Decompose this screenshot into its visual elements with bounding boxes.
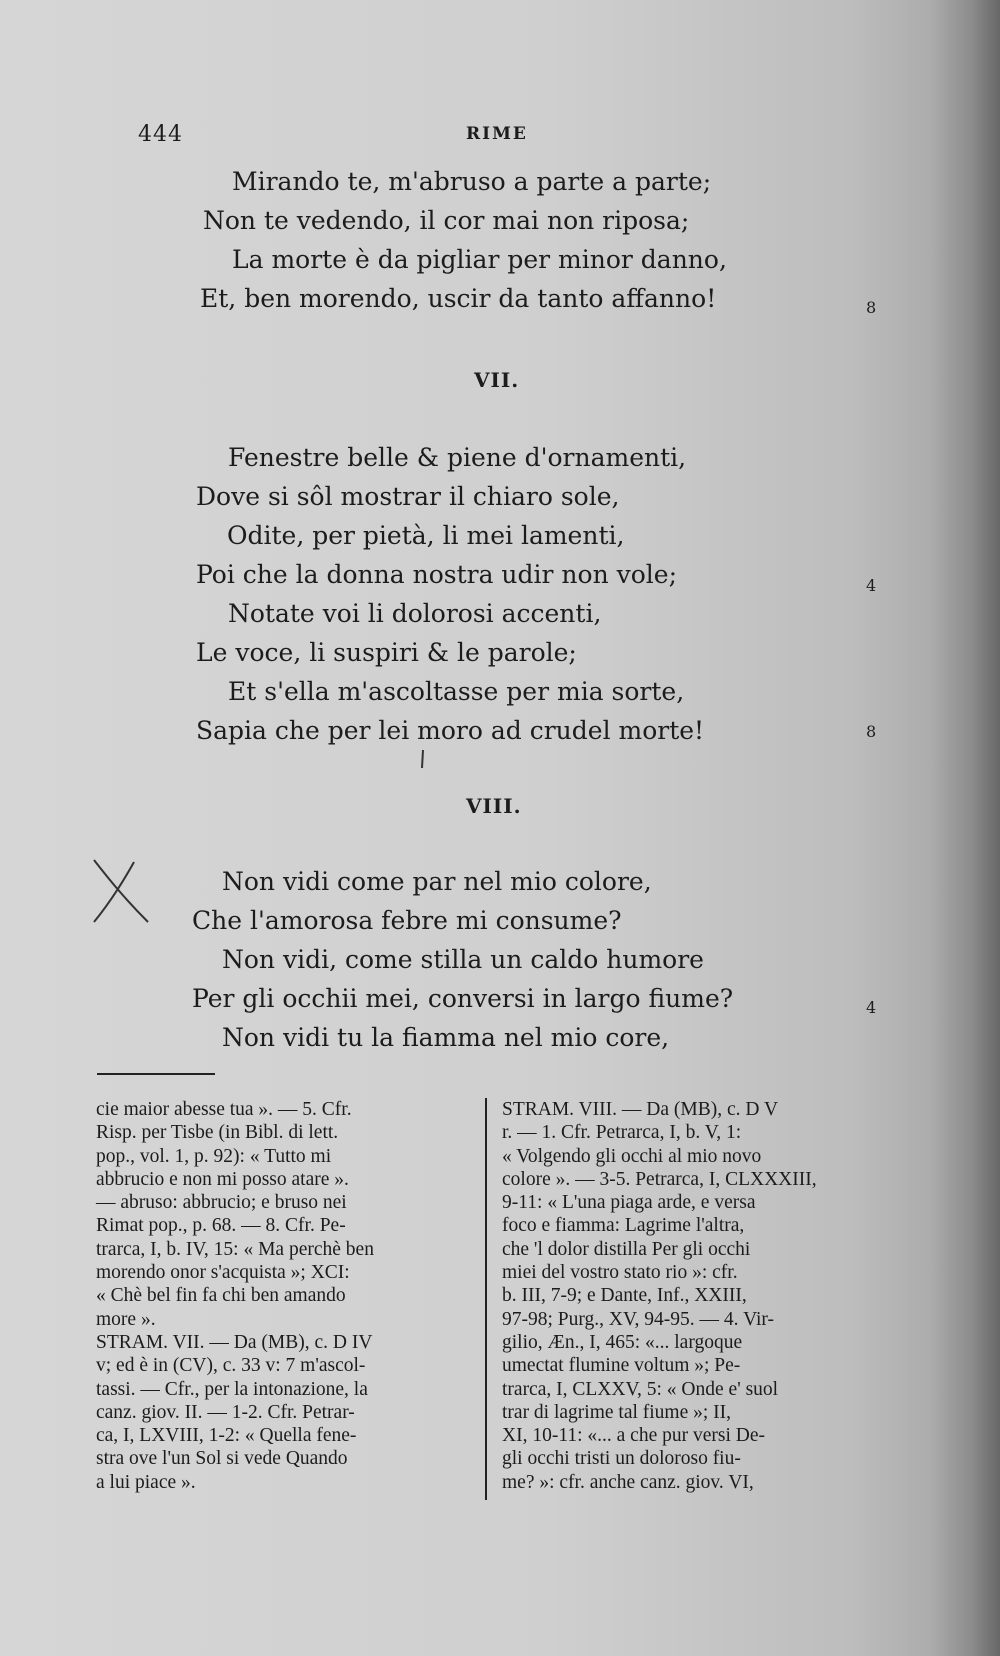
footnote-line: canz. giov. II. — 1-2. Cfr. Petrar- (96, 1401, 355, 1423)
footnote-line: pop., vol. 1, p. 92): « Tutto mi (96, 1145, 332, 1167)
line-number: 4 (866, 998, 877, 1017)
footnote-line: gilio, Æn., I, 465: «... largoque (502, 1331, 743, 1353)
footnote-line: more ». (96, 1308, 156, 1330)
verse-line: La morte è da pigliar per minor danno, (232, 245, 727, 274)
footnote-line: — abruso: abbrucio; e bruso nei (96, 1192, 347, 1214)
verse-line: Le voce, li suspiri & le parole; (196, 638, 577, 667)
verse-line: Notate voi li dolorosi accenti, (228, 599, 602, 628)
footnote-line: gli occhi tristi un doloroso fiu- (502, 1448, 741, 1470)
verse-line: Per gli occhii mei, conversi in largo fiume? (192, 984, 734, 1013)
footnote-line: 9-11: « L'una piaga arde, e versa (502, 1192, 756, 1214)
page-gutter-shadow (930, 0, 1000, 1656)
footnote-line: morendo onor s'acquista »; XCI: (96, 1262, 350, 1284)
footnote-line: « Volgendo gli occhi al mio novo (502, 1145, 762, 1167)
footnote-line: foco e fiamma: Lagrime l'altra, (502, 1215, 745, 1237)
poem-heading: VII. (474, 368, 520, 392)
footnote-line: ca, I, LXVIII, 1-2: « Quella fene- (96, 1425, 357, 1447)
verse-line: Mirando te, m'abruso a parte a parte; (232, 167, 712, 196)
verse-line: Non vidi, come stilla un caldo humore (222, 945, 704, 974)
line-number: 8 (866, 298, 877, 317)
poem-heading: VIII. (466, 794, 522, 818)
running-title: RIME (466, 124, 528, 144)
footnote-line: v; ed è in (CV), c. 33 v: 7 m'ascol- (96, 1355, 366, 1377)
pencil-x-mark (86, 856, 156, 926)
footnote-line: 97-98; Purg., XV, 94-95. — 4. Vir- (502, 1308, 774, 1330)
verse-line: Et s'ella m'ascoltasse per mia sorte, (228, 677, 685, 706)
footnotes-left-column (96, 1098, 471, 1494)
verse-line: Sapia che per lei moro ad crudel morte! (196, 716, 705, 745)
footnote-line: b. III, 7-9; e Dante, Inf., XXIII, (502, 1285, 747, 1307)
verse-line: Non te vedendo, il cor mai non riposa; (203, 206, 690, 235)
verse-line: Non vidi come par nel mio colore, (222, 867, 652, 896)
footnote-line: Risp. per Tisbe (in Bibl. di lett. (96, 1122, 339, 1144)
verse-line: Poi che la donna nostra udir non vole; (196, 560, 678, 589)
footnote-line: stra ove l'un Sol si vede Quando (96, 1448, 348, 1470)
verse-line: Non vidi tu la fiamma nel mio core, (222, 1023, 670, 1052)
footnote-line: umectat flumine voltum »; Pe- (502, 1355, 741, 1377)
footnote-line: trarca, I, b. IV, 15: « Ma perchè ben (96, 1238, 374, 1260)
footnote-line: XI, 10-11: «... a che pur versi De- (502, 1425, 765, 1447)
footnote-column-divider (485, 1098, 487, 1500)
line-number: 4 (866, 576, 877, 595)
footnote-line: trarca, I, CLXXV, 5: « Onde e' suol (502, 1378, 779, 1400)
footnote-line: colore ». — 3-5. Petrarca, I, CLXXXIII, (502, 1168, 817, 1190)
footnote-line: STRAM. VIII. — Da (MB), c. D V (502, 1099, 779, 1120)
verse-line: Odite, per pietà, li mei lamenti, (227, 521, 625, 550)
page-number: 444 (138, 122, 183, 147)
page-header (0, 122, 1000, 152)
footnote-line: r. — 1. Cfr. Petrarca, I, b. V, 1: (502, 1122, 742, 1144)
footnote-line: miei del vostro stato rio »: cfr. (502, 1262, 738, 1284)
footnote-line: « Chè bel fin fa chi ben amando (96, 1285, 346, 1307)
footnote-line: Rimat pop., p. 68. — 8. Cfr. Pe- (96, 1215, 346, 1237)
pencil-stroke-mark (420, 748, 426, 770)
footnote-line: STRAM. VII. — Da (MB), c. D IV (96, 1331, 373, 1353)
footnote-line: abbrucio e non mi posso atare ». (96, 1168, 349, 1190)
footnote-line: cie maior abesse tua ». — 5. Cfr. (96, 1099, 352, 1120)
footnote-line: tassi. — Cfr., per la intonazione, la (96, 1378, 368, 1400)
verse-line: Fenestre belle & piene d'ornamenti, (228, 443, 687, 472)
verse-line: Che l'amorosa febre mi consume? (192, 906, 622, 935)
verse-line: Et, ben morendo, uscir da tanto affanno! (200, 284, 717, 313)
footnote-line: me? »: cfr. anche canz. giov. VI, (502, 1471, 754, 1493)
footnote-line: trar di lagrime tal fiume »; II, (502, 1401, 732, 1423)
footnotes-right-column (502, 1098, 874, 1494)
footnote-line: a lui piace ». (96, 1471, 196, 1493)
verse-line: Dove si sôl mostrar il chiaro sole, (196, 482, 620, 511)
line-number: 8 (866, 722, 877, 741)
footnote-line: che 'l dolor distilla Per gli occhi (502, 1238, 751, 1260)
footnote-rule (97, 1073, 215, 1075)
